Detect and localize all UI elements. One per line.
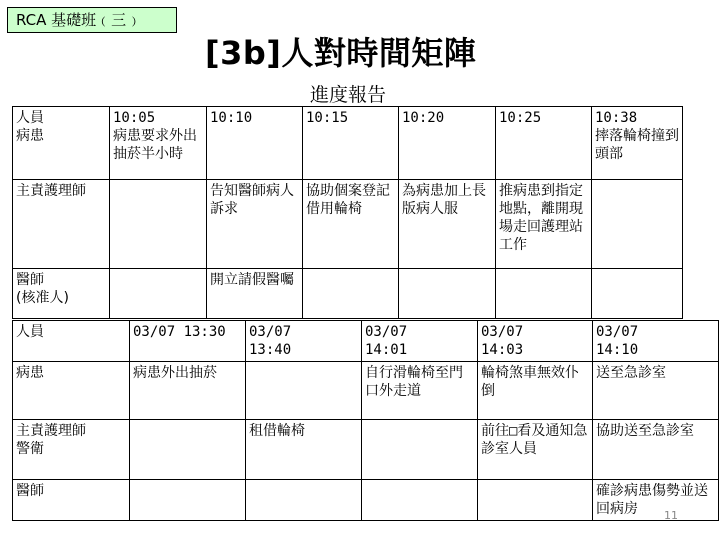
table-cell	[478, 480, 593, 521]
table-cell	[130, 480, 246, 521]
row-label: 人員	[13, 321, 130, 362]
table-cell: 開立請假醫囑	[207, 269, 303, 319]
table-cell: 推病患到指定地點，離開現場走回護理站工作	[496, 180, 592, 269]
time-cell: 03/07 13:40	[246, 321, 362, 362]
table-cell: 確診病患傷勢並送回病房	[593, 480, 719, 521]
row-label: 主責護理師	[13, 180, 110, 269]
timeline-table-bottom	[12, 320, 719, 521]
table-row	[13, 480, 719, 521]
table-cell	[592, 269, 683, 319]
table-cell	[303, 269, 399, 319]
table-cell: 輪椅煞車無效仆倒	[478, 362, 593, 420]
time-cell: 03/07 14:01	[362, 321, 478, 362]
page-title: [3b]人對時間矩陣	[205, 34, 477, 72]
table-cell	[246, 480, 362, 521]
table-row	[13, 269, 683, 319]
table-cell: 協助個案登記借用輪椅	[303, 180, 399, 269]
table-cell	[246, 362, 362, 420]
timeline-table-top	[12, 106, 683, 319]
table-cell: 為病患加上長版病人服	[399, 180, 496, 269]
table-cell	[362, 420, 478, 480]
table-cell: 病患外出抽菸	[130, 362, 246, 420]
table-row	[13, 321, 719, 362]
table-cell	[110, 269, 207, 319]
table-row	[13, 420, 719, 480]
table-cell: 10:15	[303, 107, 399, 180]
page-subtitle: 進度報告	[310, 84, 387, 106]
table-cell: 協助送至急診室	[593, 420, 719, 480]
table-cell: 10:38 摔落輪椅撞到頭部	[592, 107, 683, 180]
time-cell: 03/07 14:03	[478, 321, 593, 362]
time-cell: 03/07 14:10	[593, 321, 719, 362]
table-cell	[592, 180, 683, 269]
row-label: 人員 病患	[13, 107, 110, 180]
time-cell: 03/07 13:30	[130, 321, 246, 362]
table-cell	[110, 180, 207, 269]
table-cell: 自行滑輪椅至門口外走道	[362, 362, 478, 420]
table-cell: 10:20	[399, 107, 496, 180]
table-cell: 10:10	[207, 107, 303, 180]
row-label: 醫師	[13, 480, 130, 521]
table-cell	[496, 269, 592, 319]
table-cell: 10:05 病患要求外出抽菸半小時	[110, 107, 207, 180]
table-cell	[362, 480, 478, 521]
row-label: 醫師 (核准人)	[13, 269, 110, 319]
table-cell	[399, 269, 496, 319]
course-badge: RCA 基礎班﹙三﹚	[7, 7, 177, 33]
page-number: 11	[664, 509, 678, 522]
table-row	[13, 107, 683, 180]
row-label: 主責護理師 警衛	[13, 420, 130, 480]
table-cell: 前往□看及通知急診室人員	[478, 420, 593, 480]
table-cell: 告知醫師病人訴求	[207, 180, 303, 269]
table-row	[13, 362, 719, 420]
table-cell: 租借輪椅	[246, 420, 362, 480]
table-row	[13, 180, 683, 269]
table-cell: 10:25	[496, 107, 592, 180]
row-label: 病患	[13, 362, 130, 420]
table-cell	[130, 420, 246, 480]
table-cell: 送至急診室	[593, 362, 719, 420]
